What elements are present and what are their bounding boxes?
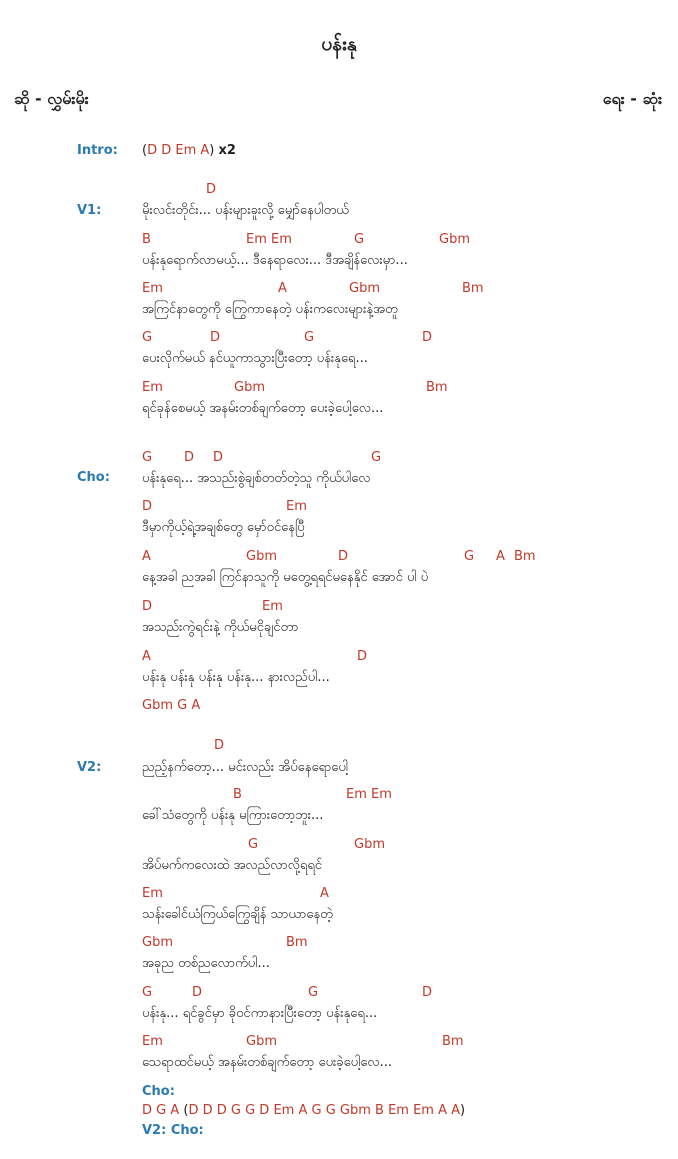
ending-chord-sequence xyxy=(142,1103,465,1119)
chord: D xyxy=(184,450,195,465)
chord: D xyxy=(213,450,224,465)
v1-lyric-1: မိုးလင်းတိုင်း... ပန်းများခူးလို့ မျှော်နေပါတယ် xyxy=(142,203,349,218)
v1-lyric-5: ရင်ခုန်စေမယ့် အနမ်းတစ်ချက်တော့ ပေးခဲ့ပေါ့လေ... xyxy=(142,401,384,416)
ending-bracket-chords: D D D G G D Em A G G Gbm B Em Em A A xyxy=(188,1103,461,1118)
chord: Gbm xyxy=(142,935,173,950)
intro-repeat: x2 xyxy=(218,143,236,158)
chord: Bm xyxy=(442,1034,464,1049)
chord: D xyxy=(422,330,433,345)
chord: Em xyxy=(262,599,283,614)
v2-lyric-7: သေရာထင်မယ့် အနမ်းတစ်ချက်တော့ ပေးခဲ့ပေါ့လေ... xyxy=(142,1055,392,1070)
intro-chords: D D Em A xyxy=(147,143,210,158)
cho-lyric-2: ဒီမှာကိုယ့်ရဲ့အချစ်တွေ မှော်ဝင်နေပြီ xyxy=(142,520,305,535)
chord: G xyxy=(354,232,365,247)
v2-lyric-6: ပန်းနု... ရင်ခွင်မှာ ခိုဝင်ကာနားပြီးတော့ ပန်းနုရေ... xyxy=(142,1006,378,1021)
chord: Em xyxy=(142,380,163,395)
v2-lyric-2: ခေါ်သံတွေကို ပန်းနု မကြားတော့ဘူး... xyxy=(142,808,324,823)
chord: B xyxy=(233,787,242,802)
cho-outro-chords: Gbm G A xyxy=(142,698,201,713)
intro-close: ) xyxy=(209,143,215,158)
v2-lyric-4: သန်းခေါင်ယံကြယ်ကြွေချိန် သာယာနေတဲ့ xyxy=(142,907,333,922)
chord: D xyxy=(357,649,368,664)
chord: A xyxy=(142,649,151,664)
cho-lyric-4: အသည်းကွဲရင်းနဲ့ ကိုယ်မငိုချင်တာ xyxy=(142,620,299,635)
chord: Em xyxy=(286,499,307,514)
chord: G xyxy=(304,330,315,345)
chord: G xyxy=(308,985,319,1000)
ending-prefix-chords: D G A xyxy=(142,1103,180,1118)
chord: G xyxy=(142,330,153,345)
chord: G xyxy=(464,549,475,564)
ending-close: ) xyxy=(460,1103,466,1118)
chord: Em xyxy=(142,1034,163,1049)
v2-lyric-5: အခုည တစ်ညလောက်ပါ... xyxy=(142,956,270,971)
intro-label: Intro: xyxy=(77,143,118,158)
chord: D xyxy=(338,549,349,564)
ending-open: ( xyxy=(183,1103,189,1118)
v2-label: V2: xyxy=(77,760,102,775)
chord: D xyxy=(192,985,203,1000)
chord: D xyxy=(206,182,217,197)
chord: D xyxy=(142,599,153,614)
chord: Em xyxy=(142,281,163,296)
v1-lyric-4: ပေးလိုက်မယ် နင်ယူကာသွားပြီးတော့ ပန်းနုရေ... xyxy=(142,351,368,366)
chord: G xyxy=(142,450,153,465)
chord: Gbm xyxy=(439,232,470,247)
cho-lyric-5: ပန်းနု ပန်းနု ပန်းနု ပန်းနု... နားလည်ပါ... xyxy=(142,670,330,685)
song-title: ပန်းနု xyxy=(321,33,357,55)
singer-credit: ဆို - လွှမ်းမိုး xyxy=(14,89,89,108)
chord: G xyxy=(371,450,382,465)
v2-lyric-3: အိပ်မက်ကလေးထဲ အလည်လာလို့ရရင် xyxy=(142,858,323,873)
chord: Gbm xyxy=(354,837,385,852)
v1-lyric-2: ပန်းနုရောက်လာမယ့်... ဒီနေရာလေး... ဒီအချိန်လေးမှာ... xyxy=(142,253,408,268)
chord: D xyxy=(422,985,433,1000)
chord: Bm xyxy=(462,281,484,296)
chord: D xyxy=(142,499,153,514)
ending-final: V2: Cho: xyxy=(142,1123,204,1138)
chord: A xyxy=(142,549,151,564)
cho-lyric-1: ပန်းနုရေ... အသည်းစွဲချစ်တတ်တဲ့သူ ကိုယ်ပါလေ xyxy=(142,471,371,486)
cho-label: Cho: xyxy=(77,470,110,485)
chord: Em Em xyxy=(346,787,392,802)
chord: D xyxy=(210,330,221,345)
chord: Gbm xyxy=(349,281,380,296)
writer-credit: ရေး - ဆုံး xyxy=(602,89,662,108)
chord: Em xyxy=(142,886,163,901)
cho-lyric-3: နေ့အခါ ညအခါ ကြင်နာသူကို မတွေ့ရရင်မနေနိုင် အောင် ပါ ပဲ xyxy=(142,570,429,585)
chord: Bm xyxy=(514,549,536,564)
chord: Gbm xyxy=(246,1034,277,1049)
v1-label: V1: xyxy=(77,203,102,218)
chord: Bm xyxy=(426,380,448,395)
ending-cho-label: Cho: xyxy=(142,1084,175,1099)
intro-line xyxy=(142,143,236,159)
chord: Gbm xyxy=(246,549,277,564)
chord: A xyxy=(496,549,505,564)
chord: B xyxy=(142,232,151,247)
chord: G xyxy=(248,837,259,852)
chord: Em Em xyxy=(246,232,292,247)
v2-lyric-1: ညည့်နက်တော့... မင်းလည်း အိပ်နေရောပေါ့ xyxy=(142,760,349,775)
intro-open: ( xyxy=(142,143,148,158)
chord: A xyxy=(320,886,329,901)
chord: A xyxy=(278,281,287,296)
chord: D xyxy=(214,738,225,753)
chord: G xyxy=(142,985,153,1000)
chord: Gbm xyxy=(234,380,265,395)
chord: Bm xyxy=(286,935,308,950)
v1-lyric-3: အကြင်နာတွေကို ကြွေကာနေတဲ့ ပန်းကလေးများနဲ့အတူ xyxy=(142,302,398,317)
